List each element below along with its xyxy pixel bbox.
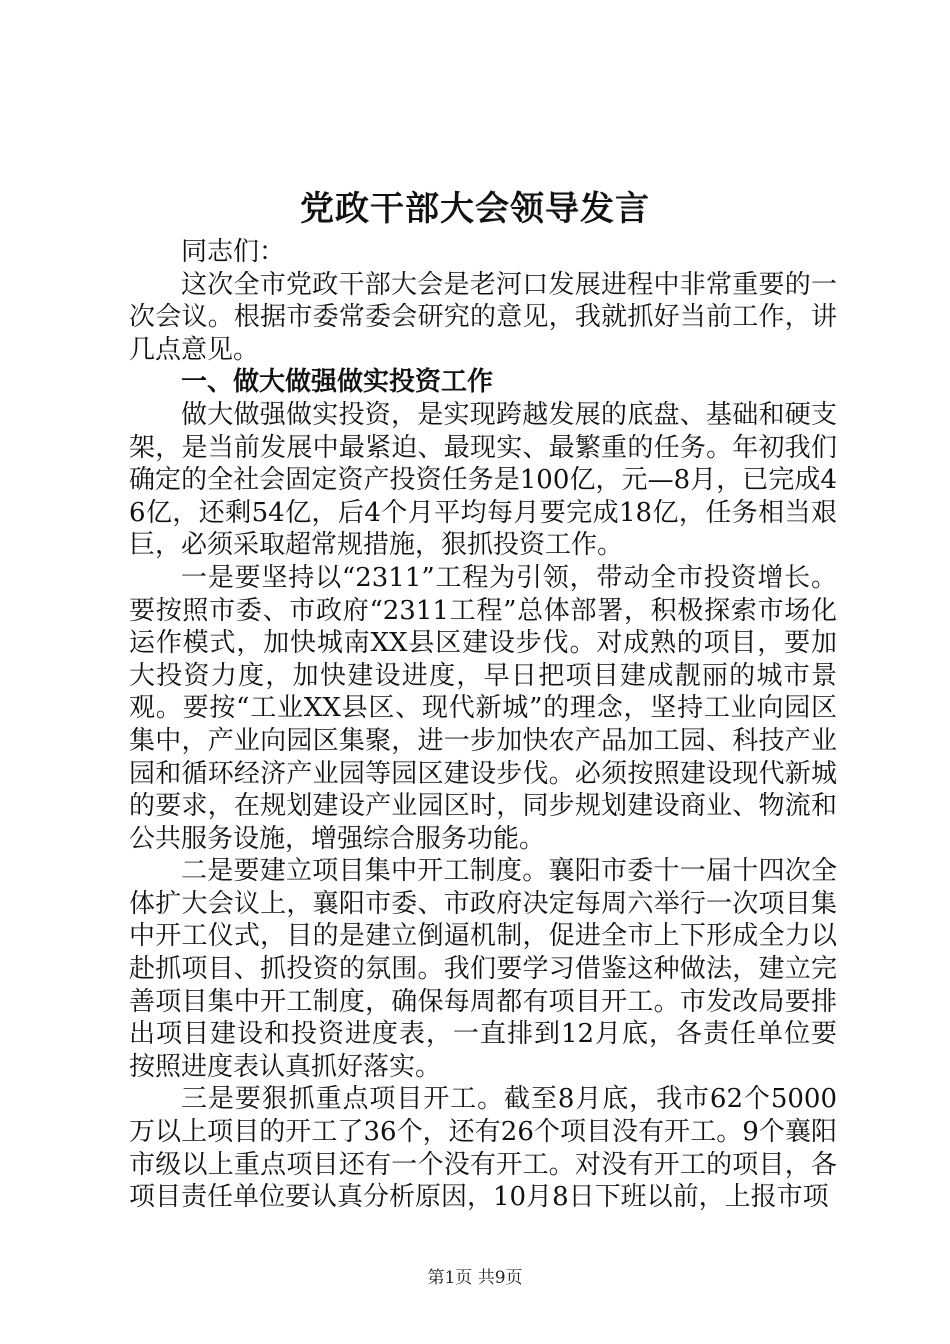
intro-paragraph: 这次全市党政干部大会是老河口发展进程中非常重要的一次会议。根据市委常委会研究的意见，我就抓好当前工作，讲几点意见。 xyxy=(129,269,837,365)
salutation: 同志们： xyxy=(181,237,286,267)
page-number: 第1页 共9页 xyxy=(427,1268,523,1288)
body-paragraph: 二是要建立项目集中开工制度。襄阳市委十一届十四次全体扩大会议上，襄阳市委、市政府决定每周六举行一次项目集中开工仪式，目的是建立倒逼机制，促进全市上下形成全力以赴抓项目、抓投资的氛围。我们要学习借鉴这种做法，建立完善项目集中开工制度，确保每周都有项目开工。市发改局要排出项目建设和投资进度表，一直排到12月底，各责任单位要按照进度表认真抓好落实。 xyxy=(129,856,837,1082)
body-paragraph: 做大做强做实投资，是实现跨越发展的底盘、基础和硬支架，是当前发展中最紧迫、最现实、最繁重的任务。年初我们确定的全社会固定资产投资任务是100亿，元—8月，已完成46亿，还剩54亿，后4个月平均每月要完成18亿，任务相当艰巨，必须采取超常规措施，狠抓投资工作。 xyxy=(129,399,837,561)
section-heading: 一、做大做强做实投资工作 xyxy=(181,367,494,398)
body-paragraph: 一是要坚持以“2311”工程为引领，带动全市投资增长。要按照市委、市政府“2311工程”总体部署，积极探索市场化运作模式，加快城南XX县区建设步伐。对成熟的项目，要加大投资力度，加快建设进度，早日把项目建成靓丽的城市景观。要按“工业XX县区、现代新城”的理念，坚持工业向园区集中，产业向园区集聚，进一步加快农产品加工园、科技产业园和循环经济产业园等园区建设步伐。必须按照建设现代新城的要求，在规划建设产业园区时，同步规划建设商业、物流和公共服务设施，增强综合服务功能。 xyxy=(129,562,837,854)
document-body xyxy=(129,236,837,1214)
document-title: 党政干部大会领导发言 xyxy=(300,189,650,229)
body-paragraph: 三是要狠抓重点项目开工。截至8月底，我市62个5000万以上项目的开工了36个，还有26个项目没有开工。9个襄阳市级以上重点项目还有一个没有开工。对没有开工的项目，各项目责任单位要认真分析原因，10月8日下班以前，上报市项 xyxy=(129,1084,837,1213)
